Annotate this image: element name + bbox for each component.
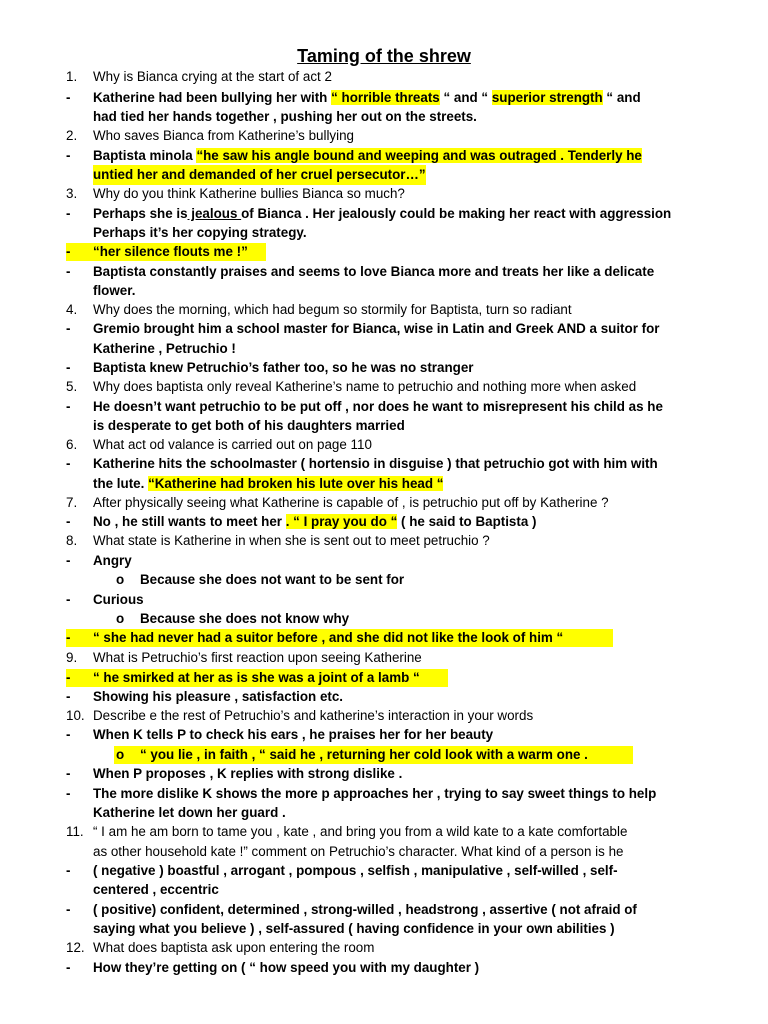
answer-text: Showing his pleasure , satisfaction etc. [93, 689, 344, 704]
quote-highlight: superior strength [491, 90, 603, 105]
bullet-circle: o [116, 572, 125, 587]
answer-text: He doesn’t want petruchio to be put off , nor does he want to misrepresent his child as he [93, 399, 663, 414]
answer-text: Baptista knew Petruchio’s father too, so he was no stranger [93, 360, 474, 375]
question-text: Why does the morning, which had begum so stormily for Baptista, turn so radiant [93, 302, 572, 317]
list-number: 10. [66, 708, 85, 723]
list-number: 12. [66, 940, 85, 955]
list-number: 5. [66, 379, 78, 394]
answer-text: “ she had never had a suitor before , and she did not like the look of him “ [93, 630, 564, 645]
answer-text: When K tells P to check his ears , he praises her for her beauty [93, 727, 494, 742]
answer-text: Because she does not know why [140, 611, 350, 626]
question-text: Why does baptista only reveal Katherine’s name to petruchio and nothing more when asked [93, 379, 637, 394]
bullet-dash: - [66, 689, 71, 704]
answer-text: Gremio brought him a school master for Bianca, wise in Latin and Greek AND a suitor for [93, 321, 660, 336]
answer-text: the lute. “Katherine had broken his lute over his head “ [93, 476, 444, 491]
quote-highlight: “Katherine had broken his lute over his head “ [148, 476, 444, 491]
bullet-dash: - [66, 670, 71, 685]
answer-line-highlighted [0, 242, 768, 262]
question-text: Describe e the rest of Petruchio’s and katherine’s interaction in your words [93, 708, 534, 723]
list-number: 2. [66, 128, 78, 143]
quote-highlight: untied her and demanded of her cruel persecutor…” [93, 165, 426, 185]
answer-text: flower. [93, 283, 136, 298]
answer-text: Perhaps it’s her copying strategy. [93, 225, 307, 240]
question-text: Why do you think Katherine bullies Bianca so much? [93, 186, 405, 201]
answer-text: Angry [93, 553, 132, 568]
answer-text: “her silence flouts me !” [93, 244, 248, 259]
bullet-circle: o [116, 611, 125, 626]
answer-text: Baptista minola “he saw his angle bound and weeping and was outraged . Tenderly he [93, 148, 642, 163]
bullet-dash: - [66, 456, 71, 471]
bullet-dash: - [66, 786, 71, 801]
bullet-dash: - [66, 148, 71, 163]
answer-text: How they’re getting on ( “ how speed you with my daughter ) [93, 960, 480, 975]
document-title: Taming of the shrew [297, 46, 471, 66]
answer-text: Katherine let down her guard . [93, 805, 286, 820]
bullet-dash: - [66, 902, 71, 917]
question-text: What act od valance is carried out on page 110 [93, 437, 372, 452]
answer-text: “ he smirked at her as is she was a joint of a lamb “ [93, 670, 420, 685]
sub-answer-line-highlighted [0, 745, 768, 765]
answer-text: Katherine hits the schoolmaster ( hortensio in disguise ) that petruchio got with him with [93, 456, 658, 471]
bullet-dash: - [66, 960, 71, 975]
answer-text: Katherine had been bullying her with “ horrible threats “ and “ superior strength “ and [93, 90, 641, 105]
bullet-dash: - [66, 766, 71, 781]
bullet-dash: - [66, 321, 71, 336]
answer-text: Katherine , Petruchio ! [93, 341, 236, 356]
question-text: After physically seeing what Katherine is capable of , is petruchio put off by Katherine ? [93, 495, 609, 510]
question-text: Why is Bianca crying at the start of act 2 [93, 69, 332, 84]
answer-text: Curious [93, 592, 144, 607]
answer-text: The more dislike K shows the more p approaches her , trying to say sweet things to help [93, 786, 657, 801]
bullet-dash: - [66, 553, 71, 568]
answer-text: Perhaps she is jealous of Bianca . Her jealously could be making her react with aggression [93, 206, 672, 221]
answer-text: Because she does not want to be sent for [140, 572, 405, 587]
question-text: as other household kate !” comment on Petruchio’s character. What kind of a person is he [93, 844, 624, 859]
answer-text: “ you lie , in faith , “ said he , returning her cold look with a warm one . [140, 747, 588, 762]
list-number: 1. [66, 69, 78, 84]
answer-text: had tied her hands together , pushing her out on the streets. [93, 109, 477, 124]
question-text: Who saves Bianca from Katherine’s bullying [93, 128, 354, 143]
bullet-dash: - [66, 206, 71, 221]
question-text: “ I am he am born to tame you , kate , and bring you from a wild kate to a kate comfortable [93, 824, 628, 839]
answer-text: When P proposes , K replies with strong dislike . [93, 766, 403, 781]
answer-line-highlighted [0, 668, 768, 688]
question-text: What state is Katherine in when she is sent out to meet petruchio ? [93, 533, 490, 548]
bullet-dash: - [66, 399, 71, 414]
bullet-dash: - [66, 264, 71, 279]
list-number: 7. [66, 495, 78, 510]
bullet-dash: - [66, 514, 71, 529]
answer-text: saying what you believe ) , self-assured ( having confidence in your own abilities ) [93, 921, 615, 936]
bullet-dash: - [66, 244, 71, 259]
list-number: 9. [66, 650, 78, 665]
quote-highlight: “he saw his angle bound and weeping and was outraged . Tenderly he [196, 148, 642, 163]
answer-text: No , he still wants to meet her . “ I pray you do “ ( he said to Baptista ) [93, 514, 537, 529]
answer-text: is desperate to get both of his daughters married [93, 418, 405, 433]
question-text: What is Petruchio’s first reaction upon seeing Katherine [93, 650, 422, 665]
answer-text: Baptista constantly praises and seems to love Bianca more and treats her like a delicate [93, 264, 655, 279]
list-number: 4. [66, 302, 78, 317]
bullet-dash: - [66, 727, 71, 742]
answer-text: ( positive) confident, determined , strong-willed , headstrong , assertive ( not afraid of [93, 902, 637, 917]
bullet-circle: o [116, 747, 125, 762]
answer-text: centered , eccentric [93, 882, 219, 897]
bullet-dash: - [66, 863, 71, 878]
answer-line-highlighted [0, 628, 768, 648]
bullet-dash: - [66, 630, 71, 645]
list-number: 6. [66, 437, 78, 452]
bullet-dash: - [66, 90, 71, 105]
answer-text: ( negative ) boastful , arrogant , pompous , selfish , manipulative , self-willed , self- [93, 863, 618, 878]
quote-highlight: “ horrible threats [331, 90, 440, 105]
quote-highlight: . “ I pray you do “ [285, 514, 398, 529]
list-number: 8. [66, 533, 78, 548]
question-text: What does baptista ask upon entering the room [93, 940, 375, 955]
list-number: 3. [66, 186, 78, 201]
list-number: 11. [66, 824, 84, 839]
bullet-dash: - [66, 360, 71, 375]
underlined-word: jealous [187, 206, 242, 221]
bullet-dash: - [66, 592, 71, 607]
